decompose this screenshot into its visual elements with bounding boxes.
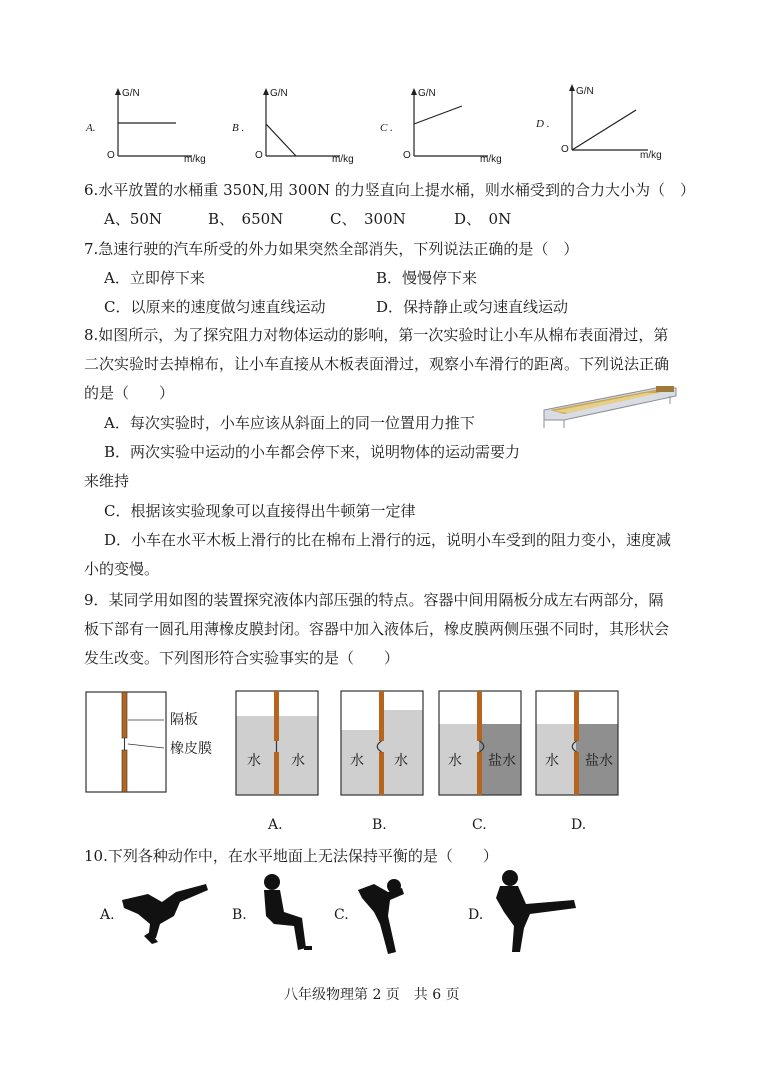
x-axis-label: m/kg xyxy=(480,154,502,165)
panel-a-label: A. xyxy=(268,817,283,833)
ramp-experiment-illustration xyxy=(540,380,680,432)
panel-d-container xyxy=(535,690,619,796)
x-axis-label: m/kg xyxy=(332,154,354,165)
q8-option-b-cont: 来维持 xyxy=(84,472,130,490)
question-9-line3: 发生改变。下列图形符合实验事实的是（ ） xyxy=(84,649,400,667)
q10-option-a: A. xyxy=(100,907,115,923)
q6-option-b: B、 650N xyxy=(208,210,284,228)
origin-label: O xyxy=(561,144,569,155)
panel-c-container xyxy=(438,690,522,796)
question-9-line2: 板下部有一圆孔用薄橡皮膜封闭。容器中加入液体后，橡皮膜两侧压强不同时，其形状会 xyxy=(84,620,670,638)
panel-b-label: B. xyxy=(372,817,387,833)
panel-a-container xyxy=(235,690,319,796)
panel-b-container xyxy=(340,690,424,796)
panel-a xyxy=(235,690,319,796)
right-liquid-label: 盐水 xyxy=(488,753,516,769)
q7-option-b: B．慢慢停下来 xyxy=(376,269,478,287)
q6-option-d: D、 0N xyxy=(454,210,512,228)
figure-d-silhouette-icon xyxy=(490,868,580,956)
q10-option-d: D. xyxy=(468,907,484,923)
graph-b xyxy=(228,86,368,166)
panel-c xyxy=(438,690,522,796)
left-liquid-label: 水 xyxy=(247,753,261,769)
panel-d-label: D. xyxy=(571,817,587,833)
figure-a-silhouette-icon xyxy=(118,880,210,946)
q8-option-d-cont: 小的变慢。 xyxy=(84,560,160,578)
question-8-line1: 8.如图所示，为了探究阻力对物体运动的影响，第一次实验时让小车从棉布表面滑过，第 xyxy=(84,326,669,344)
origin-label: O xyxy=(255,150,263,161)
graph-label: C . xyxy=(380,122,393,134)
graph-label: D . xyxy=(536,118,550,130)
y-axis-label: G/N xyxy=(270,88,288,99)
graph-a xyxy=(80,86,220,166)
q7-option-a: A．立即停下来 xyxy=(104,269,205,287)
left-liquid-label: 水 xyxy=(350,753,364,769)
left-liquid-label: 水 xyxy=(448,753,462,769)
right-liquid-label: 水 xyxy=(291,753,305,769)
q8-option-d: D．小车在水平木板上滑行的比在棉布上滑行的远，说明小车受到的阻力变小，速度减 xyxy=(104,531,672,549)
question-8-line3: 的是（ ） xyxy=(84,384,175,402)
question-8-line2: 二次实验时去掉棉布，让小车直接从木板表面滑过，观察小车滑行的距离。下列说法正确 xyxy=(84,355,670,373)
q10-option-c: C. xyxy=(334,907,349,923)
y-axis-label: G/N xyxy=(418,88,436,99)
graph-label: A. xyxy=(86,122,96,134)
panel-d xyxy=(535,690,619,796)
question-9-line1: 9．某同学用如图的装置探究液体内部压强的特点。容器中间用隔板分成左右两部分，隔 xyxy=(84,591,664,609)
q10-option-b: B. xyxy=(232,907,247,923)
graph-label: B . xyxy=(232,122,245,134)
figure-c-silhouette-icon xyxy=(354,876,412,958)
membrane-label: 橡皮膜 xyxy=(170,741,212,757)
x-axis-label: m/kg xyxy=(640,150,662,161)
origin-label: O xyxy=(403,150,411,161)
page-footer: 八年级物理第 2 页 共 6 页 xyxy=(284,987,460,1003)
question-6: 6.水平放置的水桶重 350N,用 300N 的力竖直向上提水桶，则水桶受到的合力大小为（ ） xyxy=(84,181,695,199)
q6-option-a: A、50N xyxy=(104,210,163,228)
q6-option-c: C、 300N xyxy=(330,210,406,228)
graph-d xyxy=(532,80,682,166)
right-liquid-label: 水 xyxy=(394,753,408,769)
x-axis-label: m/kg xyxy=(184,154,206,165)
y-axis-label: G/N xyxy=(576,86,594,97)
partition-label: 隔板 xyxy=(170,712,198,728)
panel-b xyxy=(340,690,424,796)
left-liquid-label: 水 xyxy=(545,753,559,769)
q7-option-c: C．以原来的速度做匀速直线运动 xyxy=(104,298,326,316)
q8-option-a: A．每次实验时，小车应该从斜面上的同一位置用力推下 xyxy=(104,414,475,432)
question-10: 10.下列各种动作中，在水平地面上无法保持平衡的是（ ） xyxy=(84,847,498,865)
question-7: 7.急速行驶的汽车所受的外力如果突然全部消失，下列说法正确的是（ ） xyxy=(84,240,579,258)
q8-option-b: B．两次实验中运动的小车都会停下来，说明物体的运动需要力 xyxy=(104,443,521,461)
y-axis-label: G/N xyxy=(122,88,140,99)
figure-b-silhouette-icon xyxy=(254,872,314,954)
q7-option-d: D．保持静止或匀速直线运动 xyxy=(376,298,569,316)
right-liquid-label: 盐水 xyxy=(585,753,613,769)
panel-c-label: C. xyxy=(472,817,487,833)
origin-label: O xyxy=(107,150,115,161)
graph-c xyxy=(376,86,516,166)
q8-option-c: C．根据该实验现象可以直接得出牛顿第一定律 xyxy=(104,502,416,520)
